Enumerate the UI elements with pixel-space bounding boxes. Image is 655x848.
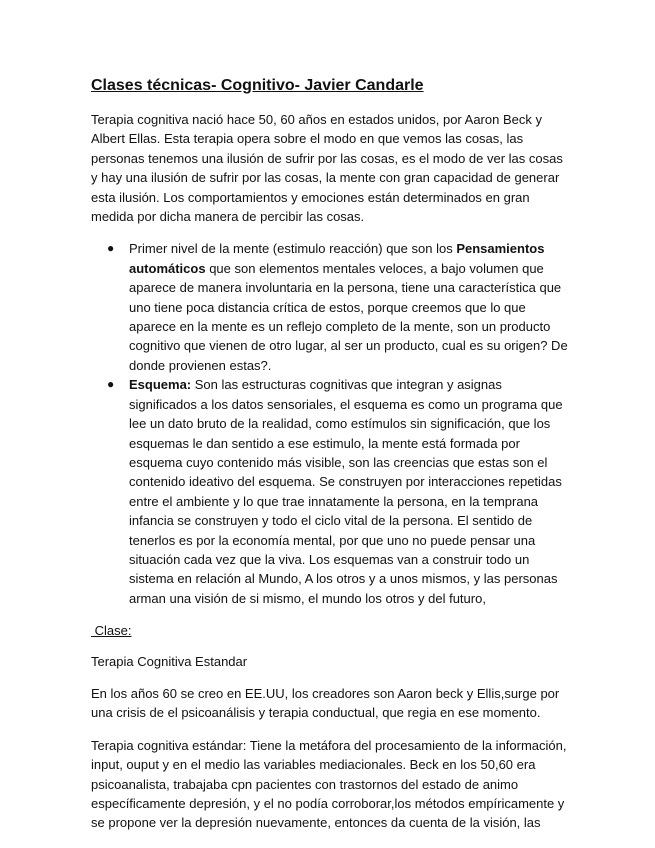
list-item [107, 375, 569, 608]
term-esquema: Esquema: [129, 377, 192, 393]
list-item-text: Primer nivel de la mente (estimulo reacción) que son los [129, 241, 457, 257]
paragraph-origins: En los años 60 se creo en EE.UU, los creadores son Aaron beck y Ellis,surge por una crisis de el psicoanálisis y terapia conductual, que regia en ese momento. [91, 685, 560, 721]
clase-heading: Clase: [91, 623, 132, 639]
intro-paragraph: Terapia cognitiva nació hace 50, 60 años en estados unidos, por Aaron Beck y Albert Ellas. Esta terapia opera sobre el modo en que vemos las cosas, las personas tenemos una ilusión de sufrir por las cosas, es el modo de ver las cosas y hay una ilusión de sufrir por las cosas, la mente con gran capacidad de generar esta ilusión. Los comportamientos y emociones están determinados en gran medida por dicha manera de percibir las cosas. [91, 112, 563, 225]
paragraph-standard-therapy: Terapia cognitiva estándar: Tiene la metáfora del procesamiento de la información, input, ouput y en el medio las variables mediacionales. Beck en los 50,60 era psicoanalista, trabajaba cpn pacientes con trastornos del estado de animo específicamente depresión, y el no podía corroborar,los métodos empíricamente y se propone ver la depresión nuevamente, entonces da cuenta de la visión, las [91, 737, 567, 831]
document-page [91, 70, 569, 846]
document-title: Clases técnicas- Cognitivo- Javier Candarle [91, 77, 424, 94]
bullet-icon: ● [107, 377, 115, 392]
term-pensamientos-automaticos: Pensamientos automáticos [129, 241, 545, 276]
section-subheading: Terapia Cognitiva Estandar [91, 653, 248, 669]
list-item-text: Son las estructuras cognitivas que integran y asignas significados a los datos sensoriales, el esquema es como un programa que lee un dato bruto de la realidad, como estímulos sin significación, que los esquemas le dan sentido a ese estimulo, la mente está formada por esquema cuyo contenido más visible, son las creencias que estas son el contenido ideativo del esquema. Se construyen por interacciones repetidas entre el ambiente y lo que trae innatamente la persona, en la temprana infancia se construyen y todo el ciclo vital de la persona. El sentido de tenerlos es por la economía mental, por que uno no puede pensar una situación cada vez que la viva. Los esquemas van a construir todo un sistema en relación al Mundo, A los otros y a unos mismos, y las personas arman una visión de si mismo, el mundo los otros y del futuro, [129, 377, 563, 606]
bullet-list [91, 239, 569, 608]
list-item [107, 239, 569, 375]
bullet-icon: ● [107, 241, 115, 256]
list-item-text: que son elementos mentales veloces, a bajo volumen que aparece de manera involuntaria en la persona, tiene una característica que uno tiene poca distancia crítica de estos, porque creemos que lo que aparece en la mente es un reflejo completo de la mente, son un producto cognitivo que vienen de otro lugar, al ser un producto, cual es su origen? De donde provienen estas?. [129, 260, 568, 373]
